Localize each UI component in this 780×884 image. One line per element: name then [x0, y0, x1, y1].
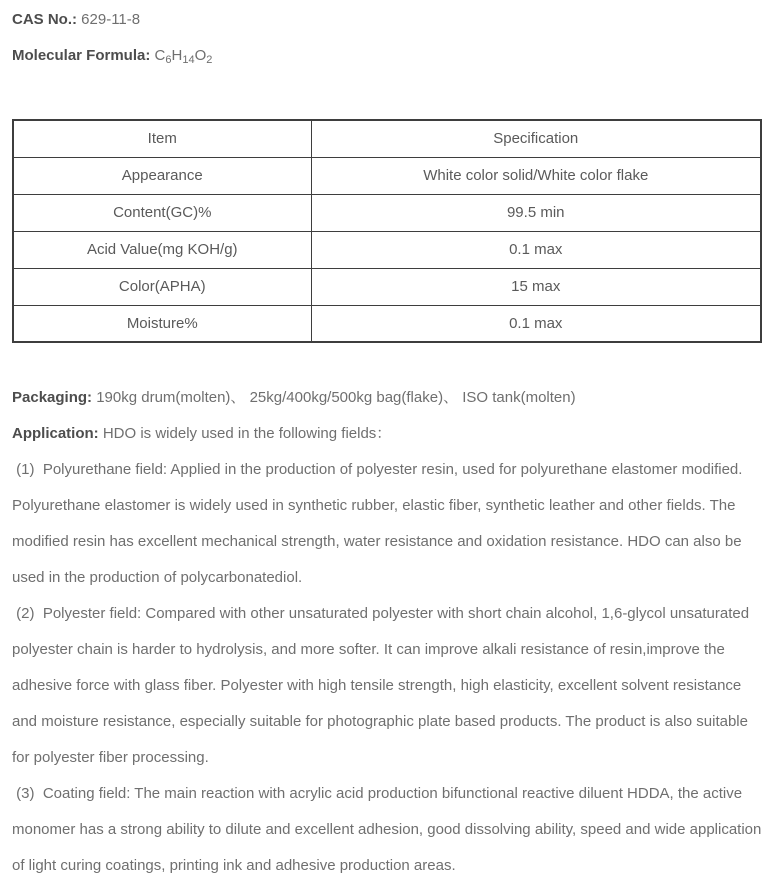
formula-label: Molecular Formula: [12, 47, 151, 64]
table-row [13, 194, 761, 231]
application-intro: HDO is widely used in the following fields： [102, 425, 392, 442]
table-cell: 99.5 min [311, 194, 761, 231]
table-cell: Color(APHA) [13, 268, 311, 305]
specification-table [12, 119, 762, 343]
table-cell: Content(GC)% [13, 194, 311, 231]
packaging-value: 190kg drum(molten)、 25kg/400kg/500kg bag(flake)、 ISO tank(molten) [96, 389, 576, 406]
application-line [12, 416, 768, 452]
application-paragraph-polyester: (2) Polyester field: Compared with other unsaturated polyester with short chain alcohol, 1,6-glycol unsaturated polyester chain is harder to hydrolysis, and more softer. It can improve alkali resistance of resin,improve the adhesive force with glass fiber. Polyester with high tensile strength, high elasticity, excellent solvent resistance and moisture resistance, especially suitable for photographic plate based products. The product is also suitable for polyester fiber processing. [12, 605, 754, 766]
table-cell: 0.1 max [311, 305, 761, 342]
application-paragraph-coating: (3) Coating field: The main reaction with acrylic acid production bifunctional reactive diluent HDDA, the active monomer has a strong ability to dilute and excellent adhesion, good dissolving ability, speed and wide application of light curing coatings, printing ink and adhesive production areas. [12, 785, 766, 874]
table-row [13, 268, 761, 305]
col-header-specification: Specification [311, 120, 761, 157]
table-cell: 0.1 max [311, 231, 761, 268]
packaging-label: Packaging: [12, 389, 93, 406]
cas-label: CAS No.: [12, 11, 77, 28]
formula-element: C [154, 47, 166, 64]
table-cell: White color solid/White color flake [311, 157, 761, 194]
formula-subscript: 6 [165, 54, 172, 66]
packaging-line [12, 380, 768, 416]
table-cell: Acid Value(mg KOH/g) [13, 231, 311, 268]
table-cell: Moisture% [13, 305, 311, 342]
formula-element: H [171, 47, 183, 64]
spec-table-body [13, 157, 761, 342]
table-cell: 15 max [311, 268, 761, 305]
table-row [13, 157, 761, 194]
formula-subscript: 14 [182, 54, 195, 66]
table-cell: Appearance [13, 157, 311, 194]
col-header-item: Item [13, 120, 311, 157]
cas-line [12, 2, 768, 38]
formula-line [12, 38, 768, 74]
application-label: Application: [12, 425, 99, 442]
application-paragraph-polyurethane: (1) Polyurethane field: Applied in the production of polyester resin, used for polyurethane elastomer modified. Polyurethane elastomer is widely used in synthetic rubber, elastic fiber, synthetic leather and other fields. The modified resin has excellent mechanical strength, water resistance and oxidation resistance. HDO can also be used in the production of polycarbonatediol. [12, 461, 747, 586]
cas-value: 629-11-8 [81, 11, 141, 28]
table-header-row [13, 120, 761, 157]
table-row [13, 305, 761, 342]
formula-element: O [194, 47, 207, 64]
formula-subscript: 2 [206, 54, 213, 66]
molecular-formula [155, 47, 213, 64]
table-row [13, 231, 761, 268]
